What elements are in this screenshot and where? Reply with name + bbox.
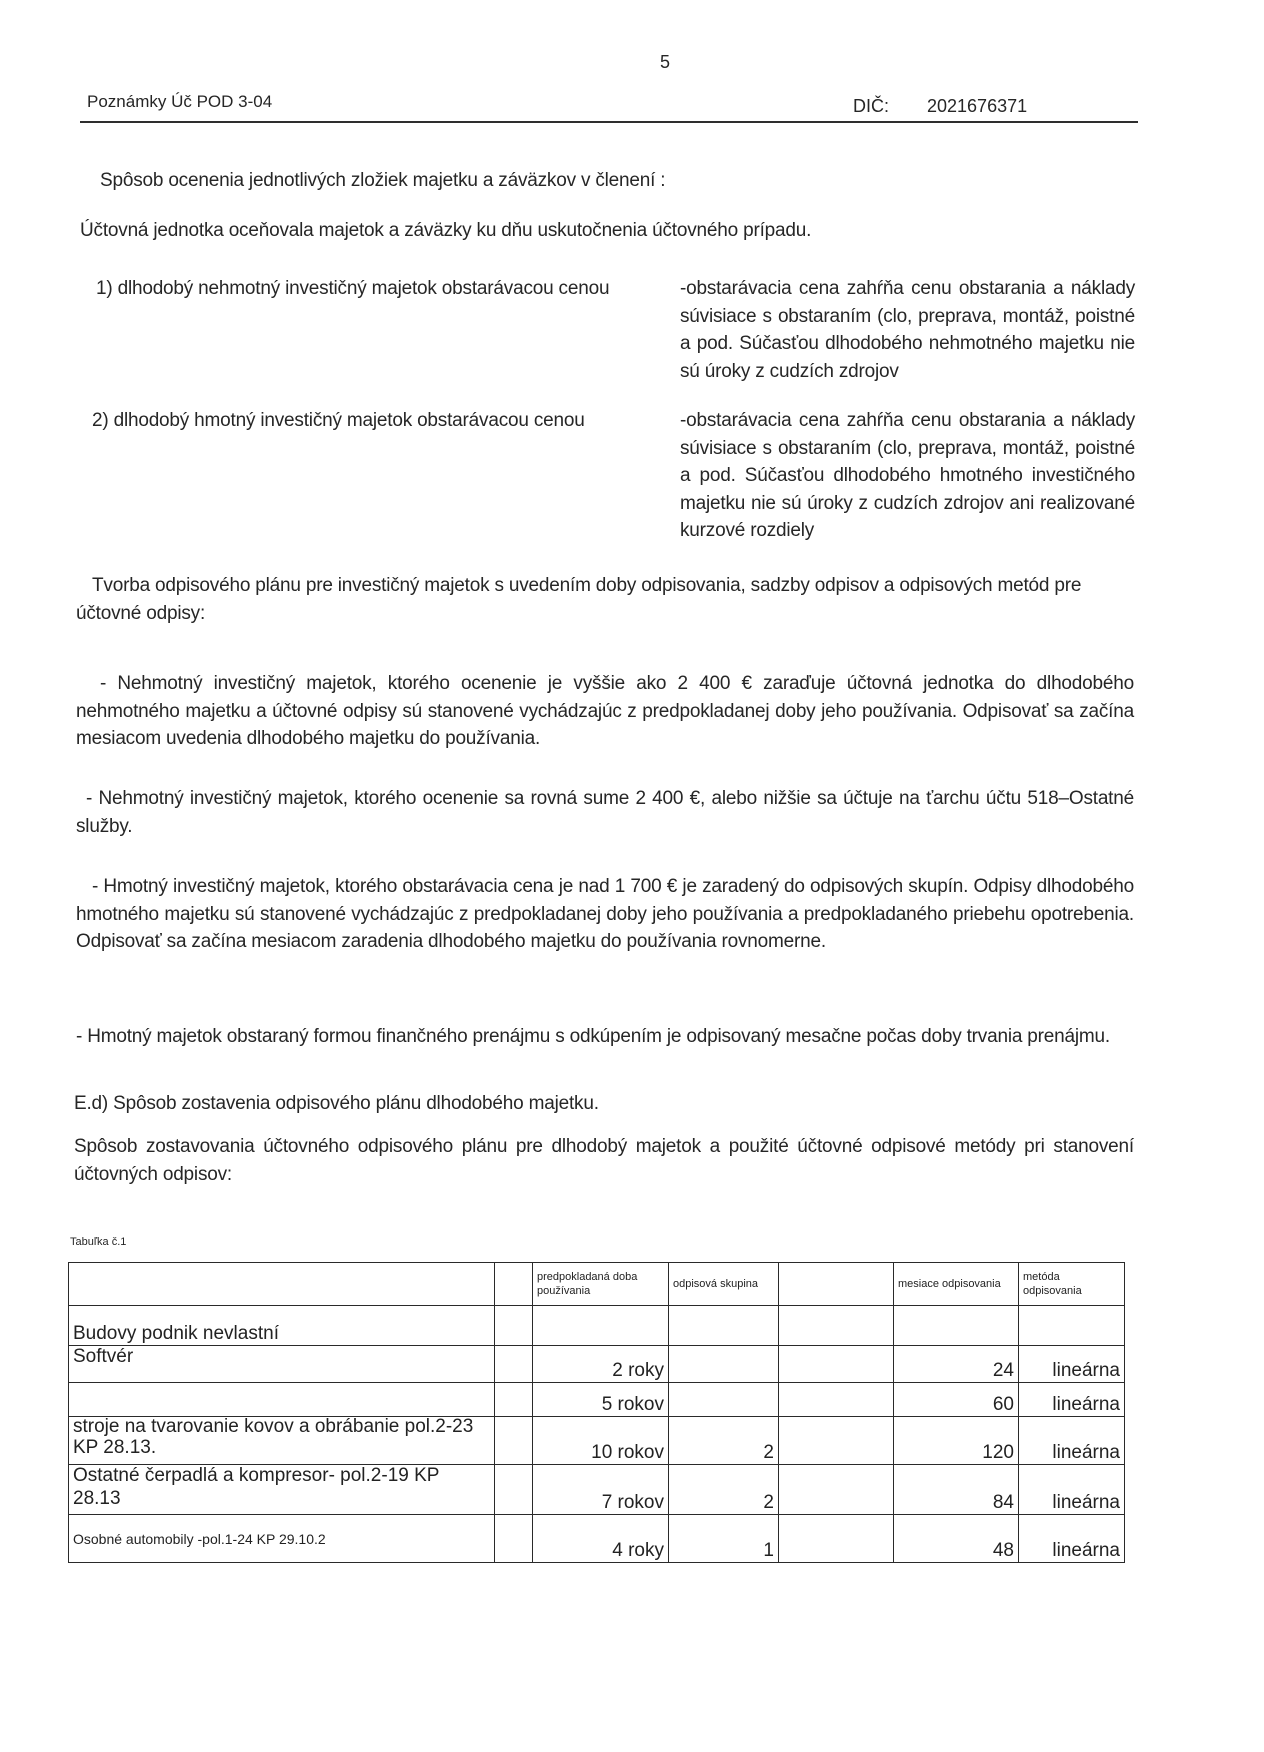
row-blank — [779, 1515, 894, 1563]
dic-value: 2021676371 — [927, 96, 1028, 116]
row-name: Osobné automobily -pol.1-24 KP 29.10.2 — [69, 1515, 495, 1563]
row-life: 10 rokov — [533, 1417, 669, 1465]
header-months: mesiace odpisovania — [894, 1263, 1019, 1306]
header-name — [69, 1263, 495, 1306]
ed-text: Spôsob zostavovania účtovného odpisového plánu pre dlhodobý majetok a použité účtovné odpisové metódy pri stanovení účtovných odpisov: — [74, 1136, 1134, 1185]
valuation-intro: Účtovná jednotka oceňovala majetok a záväzky ku dňu uskutočnenia účtovného prípadu. — [80, 220, 812, 241]
row-blank — [779, 1306, 894, 1346]
row-spacer — [495, 1346, 533, 1383]
ed-heading: E.d) Spôsob zostavenia odpisového plánu dlhodobého majetku. — [74, 1093, 599, 1114]
row-spacer — [495, 1465, 533, 1515]
table-row — [69, 1383, 1125, 1417]
row-method: lineárna — [1019, 1417, 1125, 1465]
valuation-item-label: 2) dlhodobý hmotný investičný majetok obstarávacou cenou — [92, 410, 585, 431]
row-spacer — [495, 1515, 533, 1563]
plan-bullet: - Nehmotný investičný majetok, ktorého ocenenie je vyššie ako 2 400 € zaraďuje účtovná jednotka do dlhodobého nehmotného majetku a účtovné odpisy sú stanovené vychádzajúc z predpokladanej doby jeho používania. Odpisovať sa začína mesiacom uvedenia dlhodobého majetku do používania. — [76, 673, 1134, 750]
row-months: 84 — [894, 1465, 1019, 1515]
valuation-item-description: -obstarávacia cena zahŕňa cenu obstarania a náklady súvisiace s obstaraním (clo, preprava, montáž, poistné a pod. Súčasťou dlhodobého nehmotného majetku nie sú úroky z cudzích zdrojov — [680, 278, 1135, 382]
plan-bullet: - Hmotný majetok obstaraný formou finančného prenájmu s odkúpením je odpisovaný mesačne počas doby trvania prenájmu. — [76, 1026, 1110, 1047]
row-months — [894, 1306, 1019, 1346]
row-life: 2 roky — [533, 1346, 669, 1383]
row-blank — [779, 1417, 894, 1465]
valuation-item-description: -obstarávacia cena zahŕňa cenu obstarania a náklady súvisiace s obstaraním (clo, preprava, montáž, poistné a pod. Súčasťou dlhodobého hmotného investičného majetku nie sú úroky z cudzích zdrojov ani realizované kurzové rozdiely — [680, 410, 1135, 542]
row-life: 4 roky — [533, 1515, 669, 1563]
valuation-item-label: 1) dlhodobý nehmotný investičný majetok obstarávacou cenou — [96, 278, 610, 299]
row-months: 48 — [894, 1515, 1019, 1563]
row-group — [669, 1383, 779, 1417]
table-row — [69, 1465, 1125, 1515]
row-method — [1019, 1306, 1125, 1346]
plan-bullet: - Hmotný investičný majetok, ktorého obstarávacia cena je nad 1 700 € je zaradený do odpisových skupín. Odpisy dlhodobého hmotného majetku sú stanovené vychádzajúc z predpokladanej doby jeho používania a predpokladaného priebehu opotrebenia. Odpisovať sa začína mesiacom zaradenia dlhodobého majetku do používania rovnomerne. — [76, 876, 1134, 953]
row-life: 5 rokov — [533, 1383, 669, 1417]
header-spacer — [495, 1263, 533, 1306]
row-name: Softvér — [69, 1346, 495, 1383]
row-method: lineárna — [1019, 1346, 1125, 1383]
row-group — [669, 1346, 779, 1383]
row-spacer — [495, 1306, 533, 1346]
header-rule — [80, 121, 1138, 123]
row-name: stroje na tvarovanie kovov a obrábanie pol.2-23 KP 28.13. — [69, 1417, 495, 1465]
valuation-heading: Spôsob ocenenia jednotlivých zložiek majetku a záväzkov v členení : — [100, 170, 666, 191]
row-blank — [779, 1465, 894, 1515]
row-group: 2 — [669, 1465, 779, 1515]
row-name: Ostatné čerpadlá a kompresor- pol.2-19 KP 28.13 — [69, 1465, 495, 1515]
row-method: lineárna — [1019, 1383, 1125, 1417]
header-blank — [779, 1263, 894, 1306]
table-row — [69, 1346, 1125, 1383]
plan-heading: Tvorba odpisového plánu pre investičný majetok s uvedením doby odpisovania, sadzby odpisov a odpisových metód pre účtovné odpisy: — [76, 575, 1082, 624]
row-months: 120 — [894, 1417, 1019, 1465]
row-spacer — [495, 1383, 533, 1417]
row-name: Budovy podnik nevlastní — [69, 1306, 495, 1346]
row-group — [669, 1306, 779, 1346]
row-blank — [779, 1383, 894, 1417]
table-row — [69, 1306, 1125, 1346]
row-method: lineárna — [1019, 1515, 1125, 1563]
table-row — [69, 1515, 1125, 1563]
row-spacer — [495, 1417, 533, 1465]
table-row — [69, 1417, 1125, 1465]
row-group: 1 — [669, 1515, 779, 1563]
row-months: 24 — [894, 1346, 1019, 1383]
row-life: 7 rokov — [533, 1465, 669, 1515]
row-name — [69, 1383, 495, 1417]
row-months: 60 — [894, 1383, 1019, 1417]
table-caption: Tabuľka č.1 — [70, 1236, 127, 1248]
header-method: metóda odpisovania — [1019, 1263, 1125, 1306]
document-title: Poznámky Úč POD 3-04 — [87, 92, 273, 111]
depreciation-table — [68, 1262, 1125, 1563]
header-life: predpokladaná doba používania — [533, 1263, 669, 1306]
table-header-row — [69, 1263, 1125, 1306]
dic-label: DIČ: — [853, 96, 889, 116]
row-method: lineárna — [1019, 1465, 1125, 1515]
row-group: 2 — [669, 1417, 779, 1465]
row-blank — [779, 1346, 894, 1383]
plan-bullet: - Nehmotný investičný majetok, ktorého ocenenie sa rovná sume 2 400 €, alebo nižšie sa účtuje na ťarchu účtu 518–Ostatné služby. — [76, 788, 1134, 837]
header-group: odpisová skupina — [669, 1263, 779, 1306]
row-life — [533, 1306, 669, 1346]
page-number: 5 — [660, 52, 671, 72]
